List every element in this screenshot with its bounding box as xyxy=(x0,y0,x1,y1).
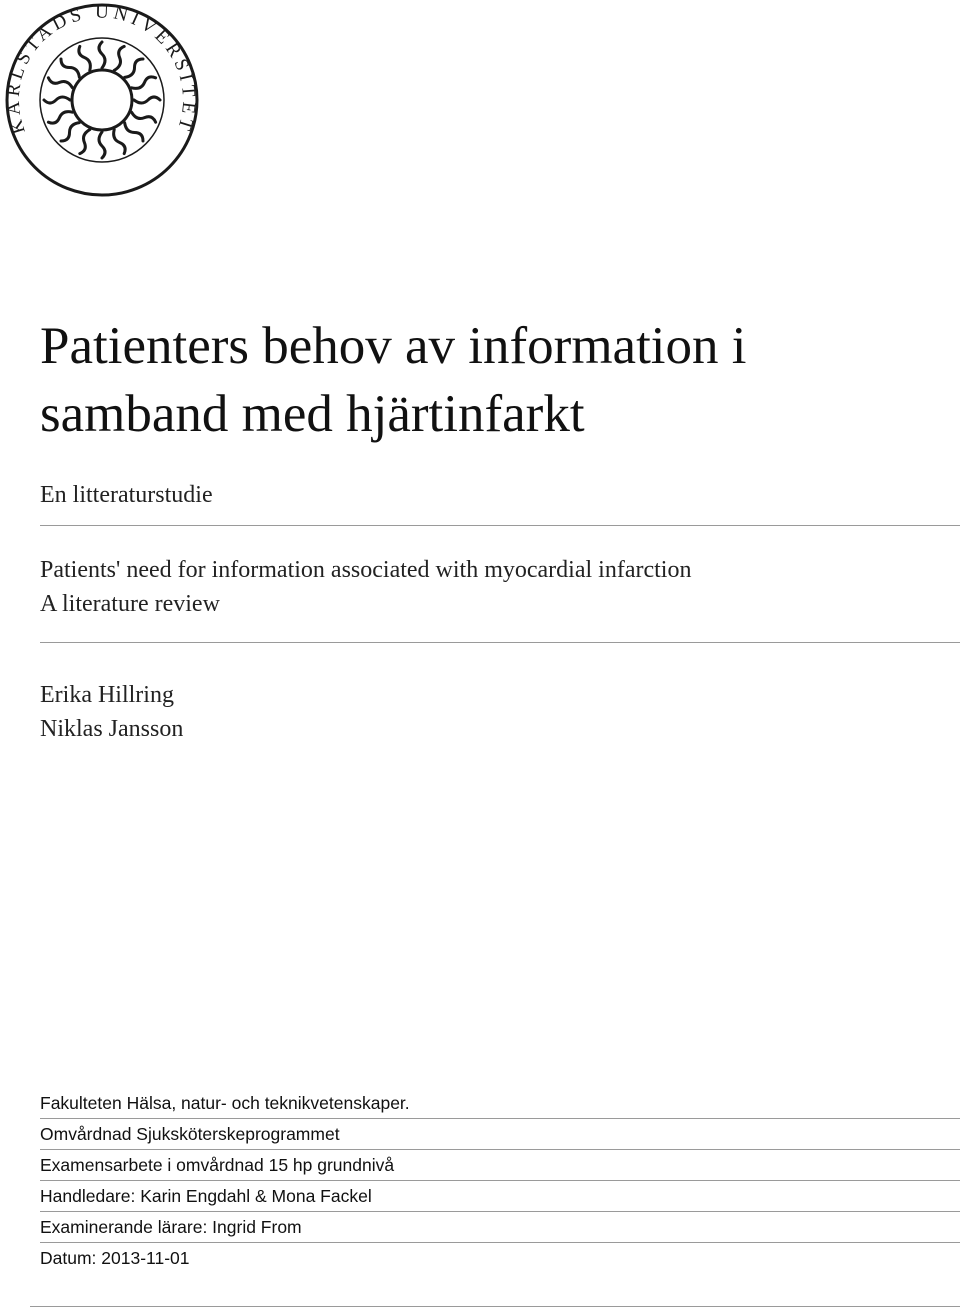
divider xyxy=(30,1306,960,1307)
sun-ray xyxy=(44,97,70,103)
sun-ray xyxy=(61,123,79,141)
divider xyxy=(40,525,960,526)
sun-ray xyxy=(99,42,105,68)
program-line: Omvårdnad Sjuksköterskeprogrammet xyxy=(40,1119,960,1150)
faculty-line: Fakulteten Hälsa, natur- och teknikvetenskaper. xyxy=(40,1088,960,1119)
sun-ray xyxy=(48,112,72,123)
sun-ray xyxy=(132,77,156,88)
sun-ray xyxy=(125,123,143,141)
date-line: Datum: 2013-11-01 xyxy=(40,1248,190,1268)
sun-ray xyxy=(80,130,90,154)
title-line-1: Patienters behov av information i xyxy=(40,317,747,375)
english-title: Patients' need for information associated with myocardial infarction xyxy=(40,557,692,583)
logo-text: KARLSTADS UNIVERSITET xyxy=(2,2,200,137)
author-name: Erika Hillring xyxy=(40,682,174,708)
author-name: Niklas Jansson xyxy=(40,716,184,742)
sun-ray xyxy=(61,59,79,77)
sun-ray xyxy=(99,132,105,158)
sun-ray xyxy=(79,46,90,70)
document-subtitle: En litteraturstudie xyxy=(40,482,213,508)
title-line-2: samband med hjärtinfarkt xyxy=(40,385,585,443)
sun-ray xyxy=(134,97,160,103)
sun-seal-icon xyxy=(2,2,202,198)
sun-ray xyxy=(114,130,125,154)
english-subtitle: A literature review xyxy=(40,591,220,617)
sun-ray xyxy=(48,78,72,88)
examiner-line: Examinerande lärare: Ingrid From xyxy=(40,1212,960,1243)
course-line: Examensarbete i omvårdnad 15 hp grundnivå xyxy=(40,1150,960,1181)
university-logo xyxy=(2,2,202,198)
document-title xyxy=(40,312,940,448)
sun-ray xyxy=(125,59,143,77)
thesis-info-block xyxy=(40,1088,960,1274)
sun-ray xyxy=(114,46,124,70)
divider xyxy=(40,642,960,643)
supervisor-line: Handledare: Karin Engdahl & Mona Fackel xyxy=(40,1181,960,1212)
sun-ray xyxy=(132,112,156,122)
